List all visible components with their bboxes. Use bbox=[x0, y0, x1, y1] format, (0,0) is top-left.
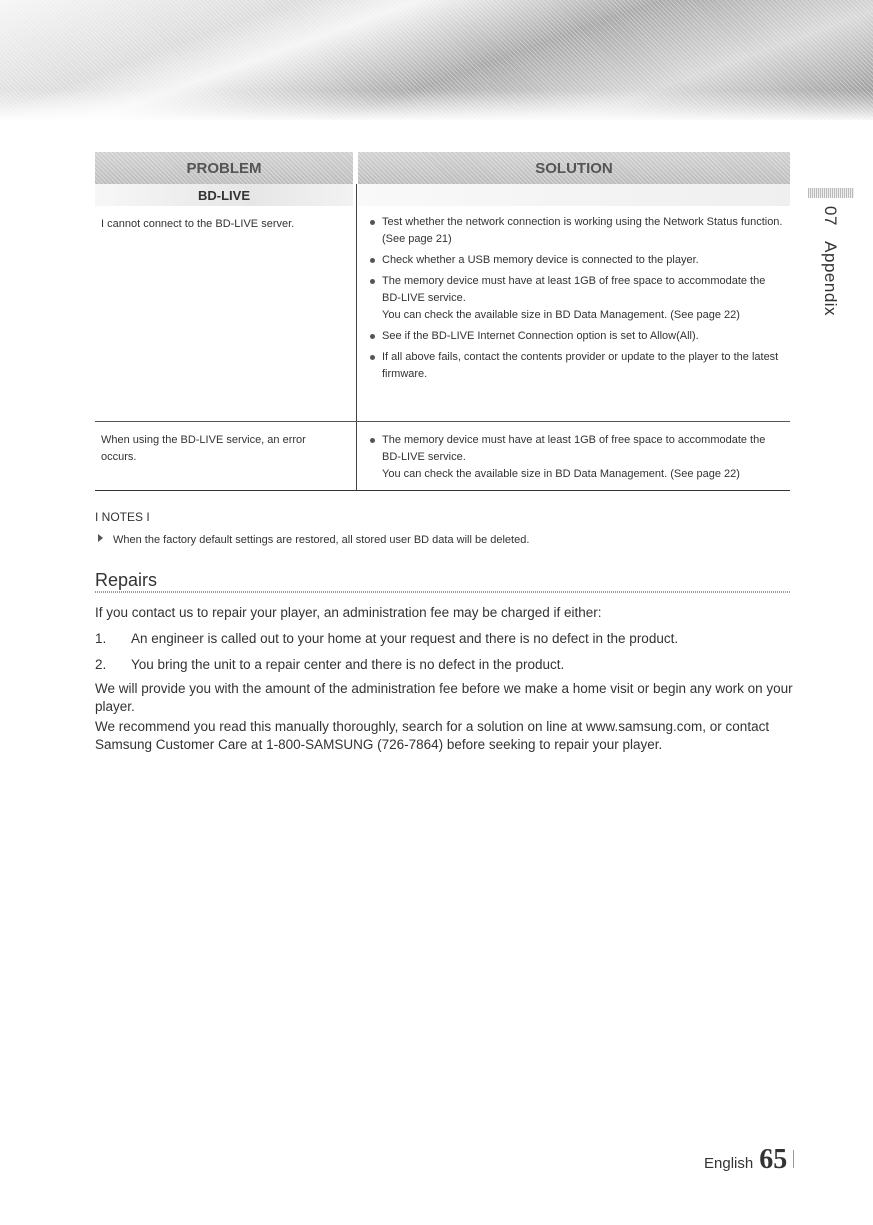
bullet-icon bbox=[370, 279, 375, 284]
table-row bbox=[95, 421, 790, 491]
section-row bbox=[95, 184, 790, 206]
section-heading: Repairs bbox=[95, 570, 158, 590]
chapter-number: 07 bbox=[821, 206, 840, 226]
page-number: 65 bbox=[759, 1144, 788, 1175]
numbered-item bbox=[95, 656, 795, 674]
item-number: 2. bbox=[95, 657, 107, 672]
solution-continuation: You can check the available size in BD Data Management. (See page 22) bbox=[382, 468, 740, 480]
bullet-icon bbox=[370, 438, 375, 443]
solution-list bbox=[370, 214, 785, 387]
problem-header: PROBLEM bbox=[95, 152, 353, 184]
solution-text: If all above fails, contact the contents provider or update to the player to the latest firmware. bbox=[382, 351, 779, 380]
solution-item bbox=[370, 252, 785, 269]
side-tab-bar bbox=[808, 188, 854, 198]
bullet-icon bbox=[370, 258, 375, 263]
solution-header: SOLUTION bbox=[358, 152, 790, 184]
solution-text: Check whether a USB memory device is connected to the player. bbox=[382, 254, 699, 266]
notes-title: I NOTES I bbox=[95, 510, 150, 524]
bullet-icon bbox=[370, 220, 375, 225]
table-header bbox=[95, 152, 790, 184]
solution-item bbox=[370, 349, 785, 383]
footer-language: English bbox=[704, 1155, 754, 1172]
section-title: BD-LIVE bbox=[95, 184, 353, 206]
page-footer bbox=[704, 1144, 794, 1180]
solution-list bbox=[370, 432, 785, 487]
problem-text: When using the BD-LIVE service, an error occurs. bbox=[101, 434, 306, 463]
numbered-item bbox=[95, 630, 795, 648]
troubleshooting-table bbox=[95, 152, 790, 491]
footer-tick bbox=[793, 1150, 794, 1168]
note-item bbox=[98, 534, 529, 546]
chapter-side-tab bbox=[808, 188, 854, 328]
header-banner-fade bbox=[0, 90, 873, 122]
solution-item bbox=[370, 273, 785, 324]
triangle-bullet-icon bbox=[98, 534, 103, 542]
solution-text: Test whether the network connection is working using the Network Status function. (See page 21) bbox=[382, 216, 783, 245]
repairs-intro: If you contact us to repair your player, an administration fee may be charged if either: bbox=[95, 605, 602, 620]
note-text: When the factory default settings are restored, all stored user BD data will be deleted. bbox=[113, 534, 530, 546]
repairs-paragraph: We recommend you read this manually thoroughly, search for a solution on line at www.samsung.com, or contact Samsung Customer Care at 1-800-SAMSUNG (726-7864) before seeking to repair your player. bbox=[95, 719, 770, 752]
item-number: 1. bbox=[95, 631, 107, 646]
repairs-paragraph: We will provide you with the amount of the administration fee before we make a home visit or begin any work on your player. bbox=[95, 681, 793, 714]
item-text: You bring the unit to a repair center and there is no defect in the product. bbox=[131, 657, 565, 672]
dotted-divider bbox=[95, 591, 790, 593]
solution-item bbox=[370, 214, 785, 248]
section-fill bbox=[358, 184, 790, 206]
solution-item bbox=[370, 432, 785, 483]
solution-text: The memory device must have at least 1GB of free space to accommodate the BD-LIVE service. bbox=[382, 434, 766, 463]
solution-text: The memory device must have at least 1GB of free space to accommodate the BD-LIVE service. bbox=[382, 275, 766, 304]
solution-text: See if the BD-LIVE Internet Connection option is set to Allow(All). bbox=[382, 330, 699, 342]
bullet-icon bbox=[370, 334, 375, 339]
side-tab-label bbox=[820, 206, 840, 316]
item-text: An engineer is called out to your home at your request and there is no defect in the product. bbox=[131, 631, 679, 646]
solution-item bbox=[370, 328, 785, 345]
table-row bbox=[95, 206, 790, 421]
bullet-icon bbox=[370, 355, 375, 360]
solution-continuation: You can check the available size in BD Data Management. (See page 22) bbox=[382, 309, 740, 321]
chapter-title: Appendix bbox=[821, 241, 840, 317]
problem-text: I cannot connect to the BD-LIVE server. bbox=[101, 218, 295, 230]
